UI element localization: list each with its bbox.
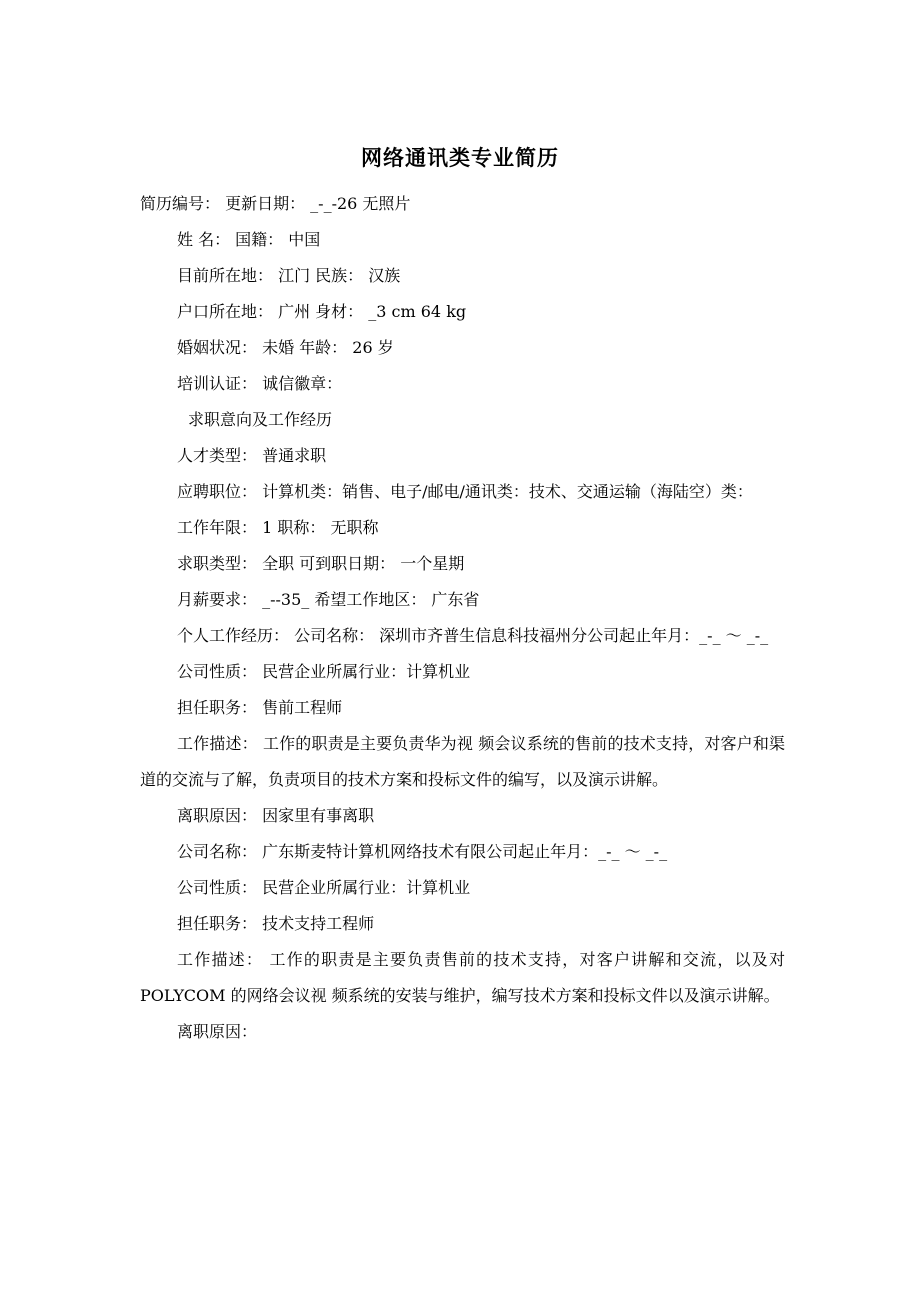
company-nature-line-1: 公司性质： 民营企业所属行业：计算机业 [177, 662, 471, 681]
work-years-line: 工作年限： 1 职称： 无职称 [177, 518, 379, 537]
leaving-reason-line-1: 离职原因： 因家里有事离职 [177, 806, 375, 825]
company-nature-line-2: 公司性质： 民营企业所属行业：计算机业 [177, 878, 471, 897]
training-line: 培训认证： 诚信徽章： [177, 374, 343, 393]
document-title: 网络通讯类专业简历 [361, 146, 559, 170]
name-line: 姓 名： 国籍： 中国 [177, 230, 321, 249]
leaving-reason-line-2: 离职原因： [177, 1022, 258, 1041]
work-experience-paragraph: 个人工作经历： 公司名称： 深圳市齐普生信息科技福州分公司起止年月：_-_ ～ _-_ [177, 626, 769, 645]
marital-status-line: 婚姻状况： 未婚 年龄： 26 岁 [177, 338, 394, 357]
resume-number-line: 简历编号： 更新日期： _-_-26 无照片 [140, 194, 411, 213]
document-body [140, 186, 785, 1050]
registered-residence-line: 户口所在地： 广州 身材： _3 cm 64 kg [177, 302, 467, 321]
location-line: 目前所在地： 江门 民族： 汉族 [177, 266, 401, 285]
job-description-paragraph-1: 工作描述： 工作的职责是主要负责华为视 频会议系统的售前的技术支持，对客户和渠道的交流与了解，负责项目的技术方案和投标文件的编写，以及演示讲解。 [140, 734, 785, 789]
company-name-line-2: 公司名称： 广东斯麦特计算机网络技术有限公司起止年月：_-_ ～ _-_ [177, 842, 668, 861]
position-held-line-2: 担任职务： 技术支持工程师 [177, 914, 375, 933]
talent-type-line: 人才类型： 普通求职 [177, 446, 327, 465]
section-heading: 求职意向及工作经历 [188, 410, 333, 429]
salary-line: 月薪要求： _--35_ 希望工作地区： 广东省 [177, 590, 480, 609]
position-held-line-1: 担任职务： 售前工程师 [177, 698, 343, 717]
job-description-paragraph-2: 工作描述： 工作的职责是主要负责售前的技术支持，对客户讲解和交流，以及对 POLYCOM 的网络会议视 频系统的安装与维护，编写技术方案和投标文件以及演示讲解。 [140, 950, 785, 1005]
applied-position-paragraph: 应聘职位： 计算机类：销售、电子/邮电/通讯类：技术、交通运输（海陆空）类： [177, 482, 753, 501]
job-type-line: 求职类型： 全职 可到职日期： 一个星期 [177, 554, 465, 573]
